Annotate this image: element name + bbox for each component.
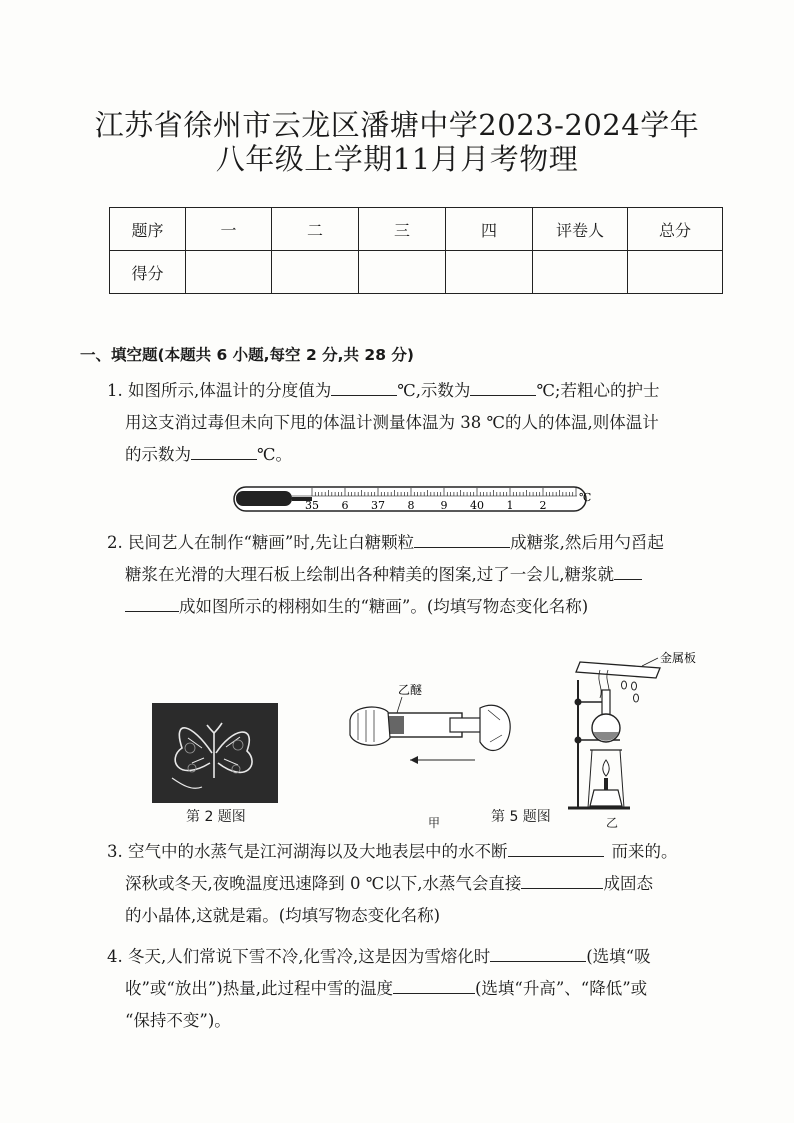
score-cell[interactable]	[533, 251, 628, 294]
score-cell[interactable]	[628, 251, 723, 294]
question-3	[107, 836, 757, 932]
score-cell[interactable]	[186, 251, 272, 294]
header-cell: 二	[272, 208, 359, 251]
water-droplets	[622, 681, 639, 702]
metal-plate-label: 金属板	[660, 651, 697, 665]
scale-label: 2	[539, 499, 547, 512]
answer-blank[interactable]	[470, 377, 536, 396]
answer-blank[interactable]	[508, 838, 604, 857]
ether-label: 乙醚	[398, 683, 423, 697]
score-table-header-row	[110, 208, 723, 251]
thermometer-unit: ℃	[579, 491, 592, 504]
scale-label: 8	[407, 499, 415, 512]
question-3-line1: 3. 空气中的水蒸气是江河湖海以及大地表层中的水不断 而来的。	[107, 836, 757, 868]
header-cell: 评卷人	[533, 208, 628, 251]
header-cell: 一	[186, 208, 272, 251]
exam-title-line1: 江苏省徐州市云龙区潘塘中学2023-2024学年	[94, 108, 700, 142]
question-4-line2: 收”或“放出”)热量,此过程中雪的温度 (选填“升高”、“降低”或	[125, 973, 757, 1005]
exam-title-line2: 八年级上学期11月月考物理	[215, 142, 579, 176]
header-cell: 四	[446, 208, 533, 251]
alcohol-lamp	[590, 790, 622, 806]
question-1	[107, 375, 757, 471]
scale-label: 1	[506, 499, 514, 512]
answer-blank[interactable]	[490, 943, 586, 962]
header-cell: 总分	[628, 208, 723, 251]
scale-label: 40	[470, 499, 484, 512]
answer-blank[interactable]	[331, 377, 397, 396]
score-cell[interactable]	[272, 251, 359, 294]
header-cell: 题序	[110, 208, 186, 251]
answer-blank-continued[interactable]	[125, 593, 179, 612]
question-2	[107, 527, 757, 623]
question-4-line1: 4. 冬天,人们常说下雪不冷,化雪冷,这是因为雪熔化时 (选填“吸	[107, 941, 757, 973]
question-4-line3: “保持不变”)。	[125, 1011, 231, 1030]
answer-blank[interactable]	[393, 975, 475, 994]
score-label-cell: 得分	[110, 251, 186, 294]
section-heading: 一、填空题(本题共 6 小题,每空 2 分,共 28 分)	[80, 346, 414, 364]
question-3-line2: 深秋或冬天,夜晚温度迅速降到 0 ℃以下,水蒸气会直接 成固态	[125, 868, 757, 900]
figure-yi-label: 乙	[606, 816, 619, 830]
scale-label: 9	[440, 499, 448, 512]
scale-label: 35	[305, 499, 319, 512]
figure-jia-label: 甲	[428, 816, 441, 830]
question-4	[107, 941, 757, 1037]
answer-blank[interactable]	[191, 441, 257, 460]
score-table	[109, 207, 723, 294]
figure-5-caption: 第 5 题图	[491, 809, 551, 825]
answer-blank[interactable]	[414, 529, 510, 548]
question-1-line3: 的示数为 ℃。	[125, 439, 757, 471]
score-cell[interactable]	[446, 251, 533, 294]
thermometer-bulb	[236, 491, 292, 506]
sugar-painting-photo	[152, 703, 278, 803]
answer-blank[interactable]	[614, 561, 642, 580]
scale-label: 6	[341, 499, 349, 512]
answer-blank[interactable]	[521, 870, 603, 889]
flask-apparatus-figure	[560, 640, 710, 815]
syringe-figure	[340, 680, 520, 790]
right-hand	[480, 705, 510, 750]
question-3-line3: 的小晶体,这就是霜。(均填写物态变化名称)	[125, 906, 441, 925]
question-1-line2: 用这支消过毒但未向下甩的体温计测量体温为 38 ℃的人的体温,则体温计	[125, 413, 659, 432]
question-2-line3: 成如图所示的栩栩如生的“糖画”。(均填写物态变化名称)	[125, 591, 757, 623]
question-1-line1: 1. 如图所示,体温计的分度值为 ℃,示数为 ℃;若粗心的护士	[107, 375, 757, 407]
header-cell: 三	[359, 208, 446, 251]
score-cell[interactable]	[359, 251, 446, 294]
scale-label: 37	[371, 499, 385, 512]
question-2-line1: 2. 民间艺人在制作“糖画”时,先让白糖颗粒 成糖浆,然后用勺舀起	[107, 527, 757, 559]
left-hand	[350, 707, 390, 745]
score-table-score-row	[110, 251, 723, 294]
figure-2-caption: 第 2 题图	[186, 809, 246, 825]
thermometer-figure	[232, 484, 604, 514]
metal-plate	[576, 662, 660, 678]
question-2-line2: 糖浆在光滑的大理石板上绘制出各种精美的图案,过了一会儿,糖浆就	[125, 559, 757, 591]
